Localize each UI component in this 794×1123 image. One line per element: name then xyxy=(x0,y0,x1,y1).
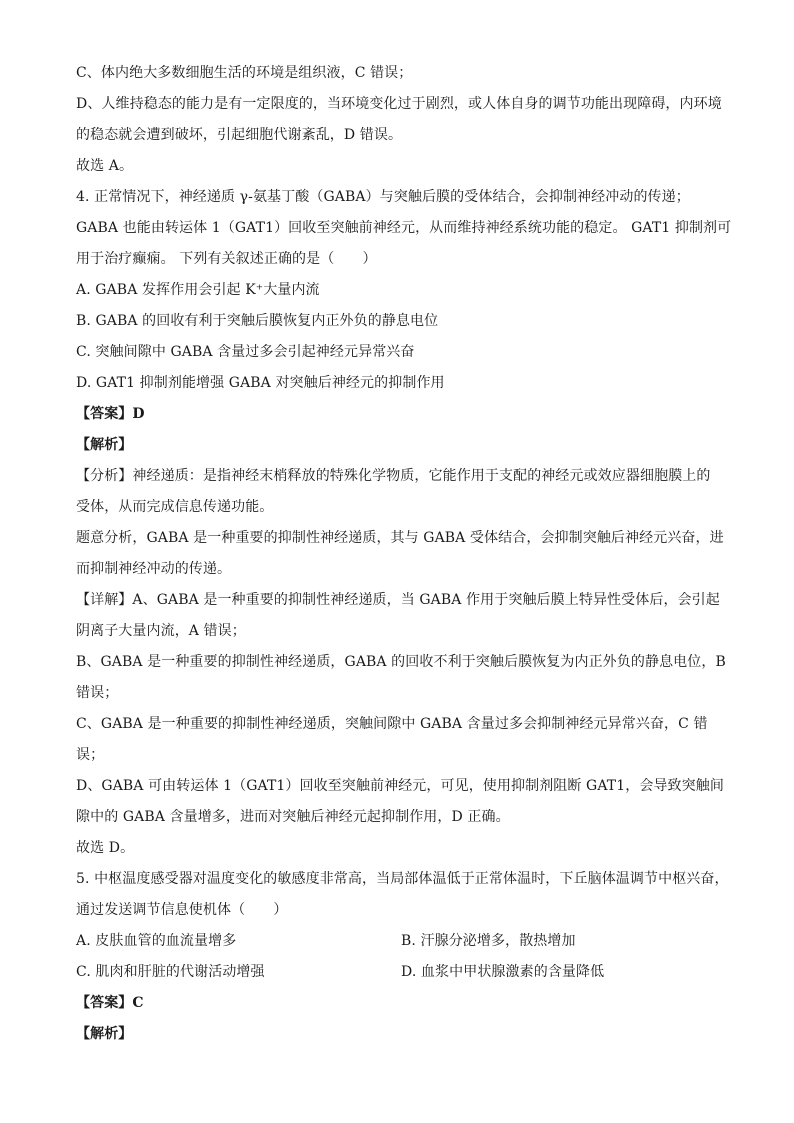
text-line: 阴离子大量内流，A 错误； xyxy=(76,623,246,639)
text-line: 而抑制神经冲动的传递。 xyxy=(76,561,232,577)
text-line: 题意分析，GABA 是一种重要的抑制性神经递质，其与 GABA 受体结合，会抑制突触后神经元兴奋，进 xyxy=(76,530,724,546)
q5-options-row-2 xyxy=(76,957,736,988)
question-4-stem: 用于治疗癫痫。 下列有关叙述正确的是（ ） xyxy=(76,251,377,267)
answer-label: 【答案】C xyxy=(76,995,144,1011)
text-line: C、GABA 是一种重要的抑制性神经递质，突触间隙中 GABA 含量过多会抑制神经元异常兴奋，C 错 xyxy=(76,716,708,732)
text-line: D、人维持稳态的能力是有一定限度的，当环境变化过于剧烈，或人体自身的调节功能出现障碍，内环境 xyxy=(76,96,722,112)
text-line: 的稳态就会遭到破坏，引起细胞代谢紊乱，D 错误。 xyxy=(76,127,403,143)
option-d: D. GAT1 抑制剂能增强 GABA 对突触后神经元的抑制作用 xyxy=(76,375,445,391)
text-line: 误； xyxy=(76,747,105,763)
analysis-label: 【解析】 xyxy=(76,1026,133,1042)
question-5-stem: 通过发送调节信息使机体（ ） xyxy=(76,902,288,918)
q5-options-row-1 xyxy=(76,926,736,957)
answer-label: 【答案】D xyxy=(76,406,145,422)
question-5-stem: 5. 中枢温度感受器对温度变化的敏感度非常高，当局部体温低于正常体温时，下丘脑体温调节中枢兴奋， xyxy=(76,871,729,887)
option-d: D. 血浆中甲状腺激素的含量降低 xyxy=(401,964,605,980)
option-c: C. 突触间隙中 GABA 含量过多会引起神经元异常兴奋 xyxy=(76,344,415,360)
text-line: 故选 A。 xyxy=(76,158,134,174)
text-line: C、体内绝大多数细胞生活的环境是组织液，C 错误； xyxy=(76,65,413,81)
option-b: B. GABA 的回收有利于突触后膜恢复内正外负的静息电位 xyxy=(76,313,439,329)
text-line: 【详解】A、GABA 是一种重要的抑制性神经递质，当 GABA 作用于突触后膜上特异性受体后，会引起 xyxy=(76,592,720,608)
option-c: C. 肌肉和肝脏的代谢活动增强 xyxy=(76,964,265,980)
text-line: 错误； xyxy=(76,685,119,701)
question-4-stem: GABA 也能由转运体 1（GAT1）回收至突触前神经元，从而维持神经系统功能的稳定。 GAT1 抑制剂可 xyxy=(76,220,732,236)
document-page xyxy=(76,58,736,1050)
question-4-stem: 4. 正常情况下，神经递质 γ-氨基丁酸（GABA）与突触后膜的受体结合，会抑制神经冲动的传递； xyxy=(76,189,690,205)
text-line: 隙中的 GABA 含量增多，进而对突触后神经元起抑制作用，D 正确。 xyxy=(76,809,510,825)
option-a: A. GABA 发挥作用会引起 K⁺大量内流 xyxy=(76,282,320,298)
text-line: 【分析】神经递质：是指神经末梢释放的特殊化学物质，它能作用于支配的神经元或效应器细胞膜上的 xyxy=(76,468,711,484)
text-line: 受体，从而完成信息传递功能。 xyxy=(76,499,274,515)
analysis-label: 【解析】 xyxy=(76,437,133,453)
text-line: D、GABA 可由转运体 1（GAT1）回收至突触前神经元，可见，使用抑制剂阻断 GAT1，会导致突触间 xyxy=(76,778,724,794)
text-line: 故选 D。 xyxy=(76,840,135,856)
option-a: A. 皮肤血管的血流量增多 xyxy=(76,933,237,949)
option-b: B. 汗腺分泌增多，散热增加 xyxy=(401,933,576,949)
text-line: B、GABA 是一种重要的抑制性神经递质，GABA 的回收不利于突触后膜恢复为内正外负的静息电位，B xyxy=(76,654,726,670)
